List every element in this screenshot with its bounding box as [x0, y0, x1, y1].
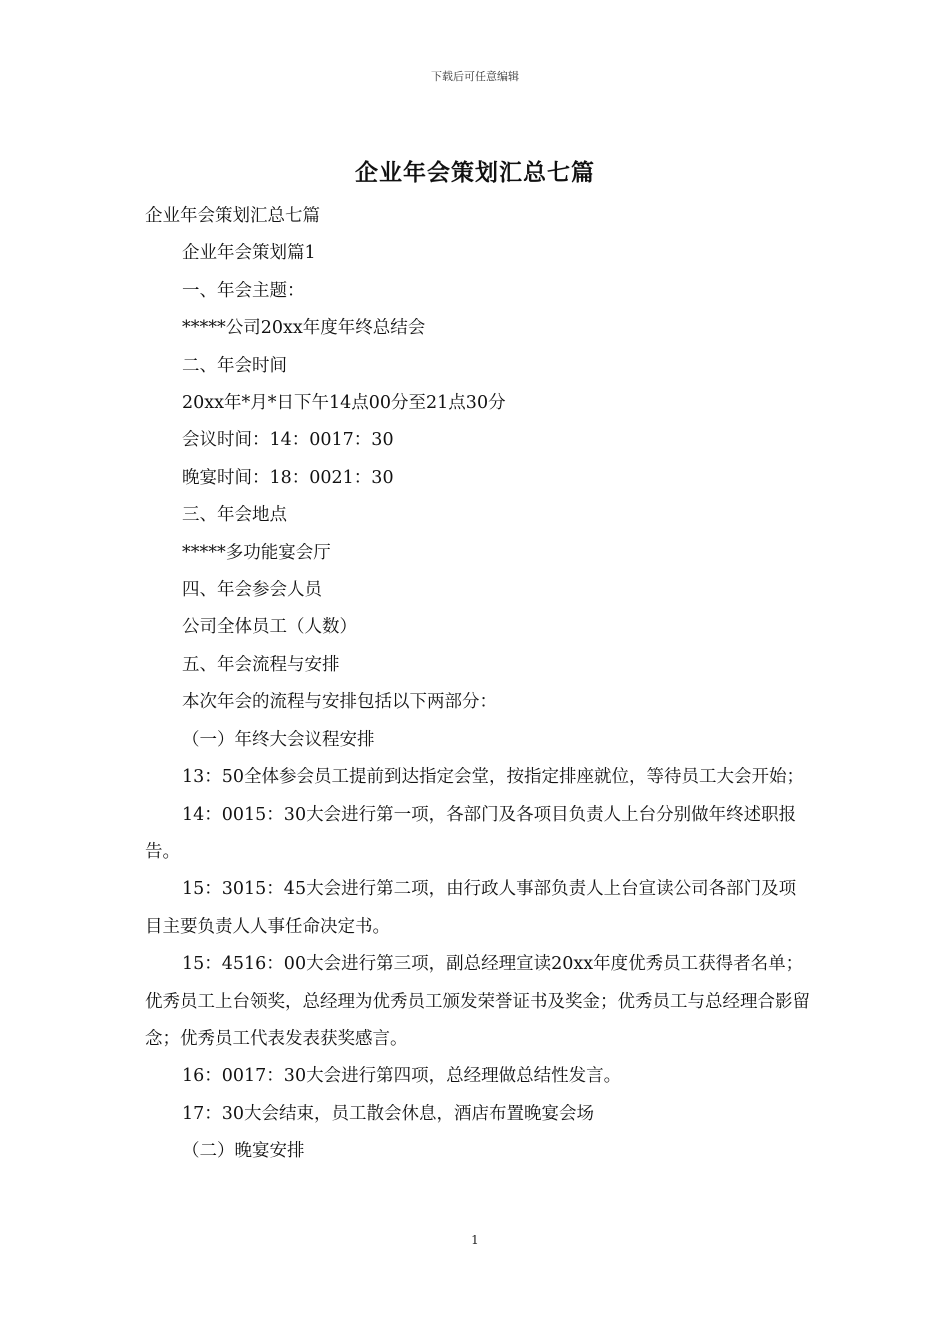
document-title: 企业年会策划汇总七篇 — [355, 159, 595, 186]
paragraph-attendees-heading: 四、年会参会人员 — [182, 580, 322, 601]
page-number: 1 — [471, 1233, 479, 1247]
paragraph-flow-intro: 本次年会的流程与安排包括以下两部分： — [182, 692, 497, 713]
paragraph-agenda-item-1: 13：50全体参会员工提前到达指定会堂，按指定排座就位，等待员工大会开始； — [182, 767, 805, 788]
paragraph-meeting-time: 会议时间：14：0017：30 — [182, 430, 394, 451]
paragraph-dinner-time: 晚宴时间：18：0021：30 — [182, 467, 394, 488]
paragraph-agenda-item-4: 15：4516：00大会进行第三项，副总经理宣读20xx年度优秀员工获得者名单；优秀员工上台领奖，总经理为优秀员工颁发荣誉证书及奖金；优秀员工与总经理合影留念；优秀员工代表发表获奖感言。 — [145, 954, 810, 1049]
paragraph-agenda-item-2: 14：0015：30大会进行第一项，各部门及各项目负责人上台分别做年终述职报告。 — [145, 804, 797, 862]
paragraph-agenda-item-6: 17：30大会结束，员工散会休息，酒店布置晚宴会场 — [182, 1103, 595, 1124]
paragraph-attendees: 公司全体员工（人数） — [182, 617, 357, 638]
paragraph-flow-heading: 五、年会流程与安排 — [182, 654, 340, 675]
paragraph-venue: *****多功能宴会厅 — [182, 542, 331, 563]
document-body — [145, 198, 810, 1171]
paragraph-venue-heading: 三、年会地点 — [182, 505, 287, 526]
paragraph-theme-heading: 一、年会主题： — [182, 280, 305, 301]
paragraph-theme: *****公司20xx年度年终总结会 — [182, 318, 426, 339]
paragraph-time-heading: 二、年会时间 — [182, 355, 287, 376]
paragraph-agenda-item-3: 15：3015：45大会进行第二项，由行政人事部负责人上台宣读公司各部门及项目主要负责人人事任命决定书。 — [145, 879, 797, 937]
paragraph-date: 20xx年*月*日下午14点00分至21点30分 — [182, 393, 506, 414]
paragraph-agenda-item-5: 16：0017：30大会进行第四项，总经理做总结性发言。 — [182, 1066, 622, 1087]
paragraph-subtitle: 企业年会策划汇总七篇 — [145, 206, 320, 226]
paragraph-section-heading: 企业年会策划篇1 — [182, 243, 316, 264]
paragraph-agenda-heading: （一）年终大会议程安排 — [182, 729, 375, 750]
paragraph-dinner-heading: （二）晚宴安排 — [182, 1141, 305, 1162]
header-note: 下载后可任意编辑 — [431, 70, 519, 83]
